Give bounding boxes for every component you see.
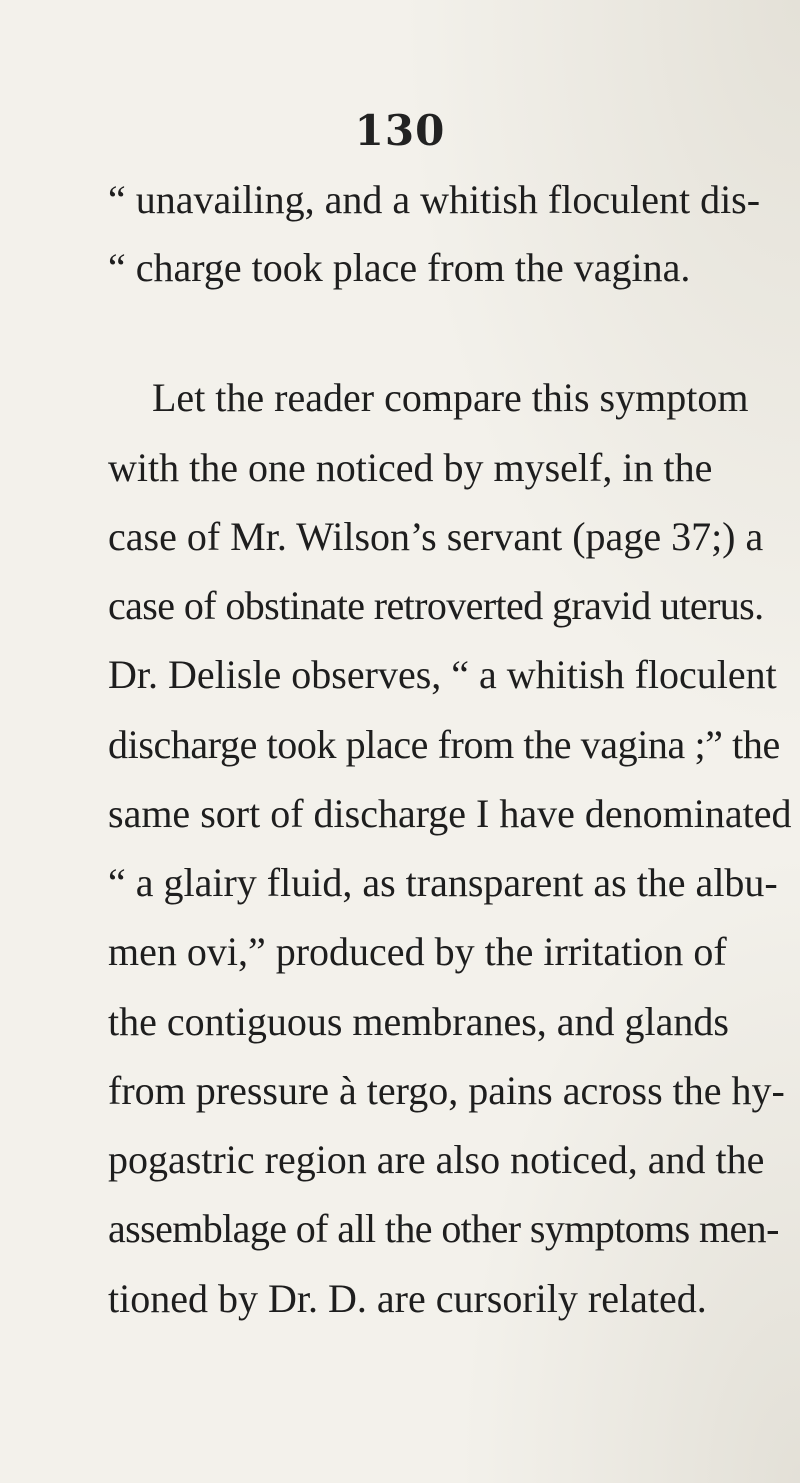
text-line-content: discharge took place from the vagina ;” the	[108, 722, 780, 767]
text-line-content: case of Mr. Wilson’s servant (page 37;) a	[108, 514, 764, 559]
page-number: 130	[354, 106, 446, 155]
text-line-content: tioned by Dr. D. are cursorily related.	[108, 1276, 707, 1321]
text-line-content: “ a glairy fluid, as transparent as the albu-	[108, 860, 778, 905]
text-line-content: “ charge took place from the vagina.	[108, 245, 691, 290]
text-line-content: Dr. Delisle observes, “ a whitish floculent	[108, 652, 777, 697]
text-line-content: assemblage of all the other symptoms men-	[108, 1206, 779, 1251]
text-line-content: pogastric region are also noticed, and the	[108, 1137, 765, 1182]
text-line-content: with the one noticed by myself, in the	[108, 445, 713, 490]
text-line-content: “ unavailing, and a whitish floculent dis-	[108, 177, 761, 222]
text-line-content: Let the reader compare this symptom	[152, 375, 749, 420]
text-line-content: men ovi,” produced by the irritation of	[108, 929, 727, 974]
text-line-content: case of obstinate retroverted gravid uterus.	[108, 583, 764, 628]
text-line-content: from pressure à tergo, pains across the hy-	[108, 1068, 785, 1113]
text-line-content: the contiguous membranes, and glands	[108, 999, 729, 1044]
text-line-content: same sort of discharge I have denominated	[108, 791, 792, 836]
